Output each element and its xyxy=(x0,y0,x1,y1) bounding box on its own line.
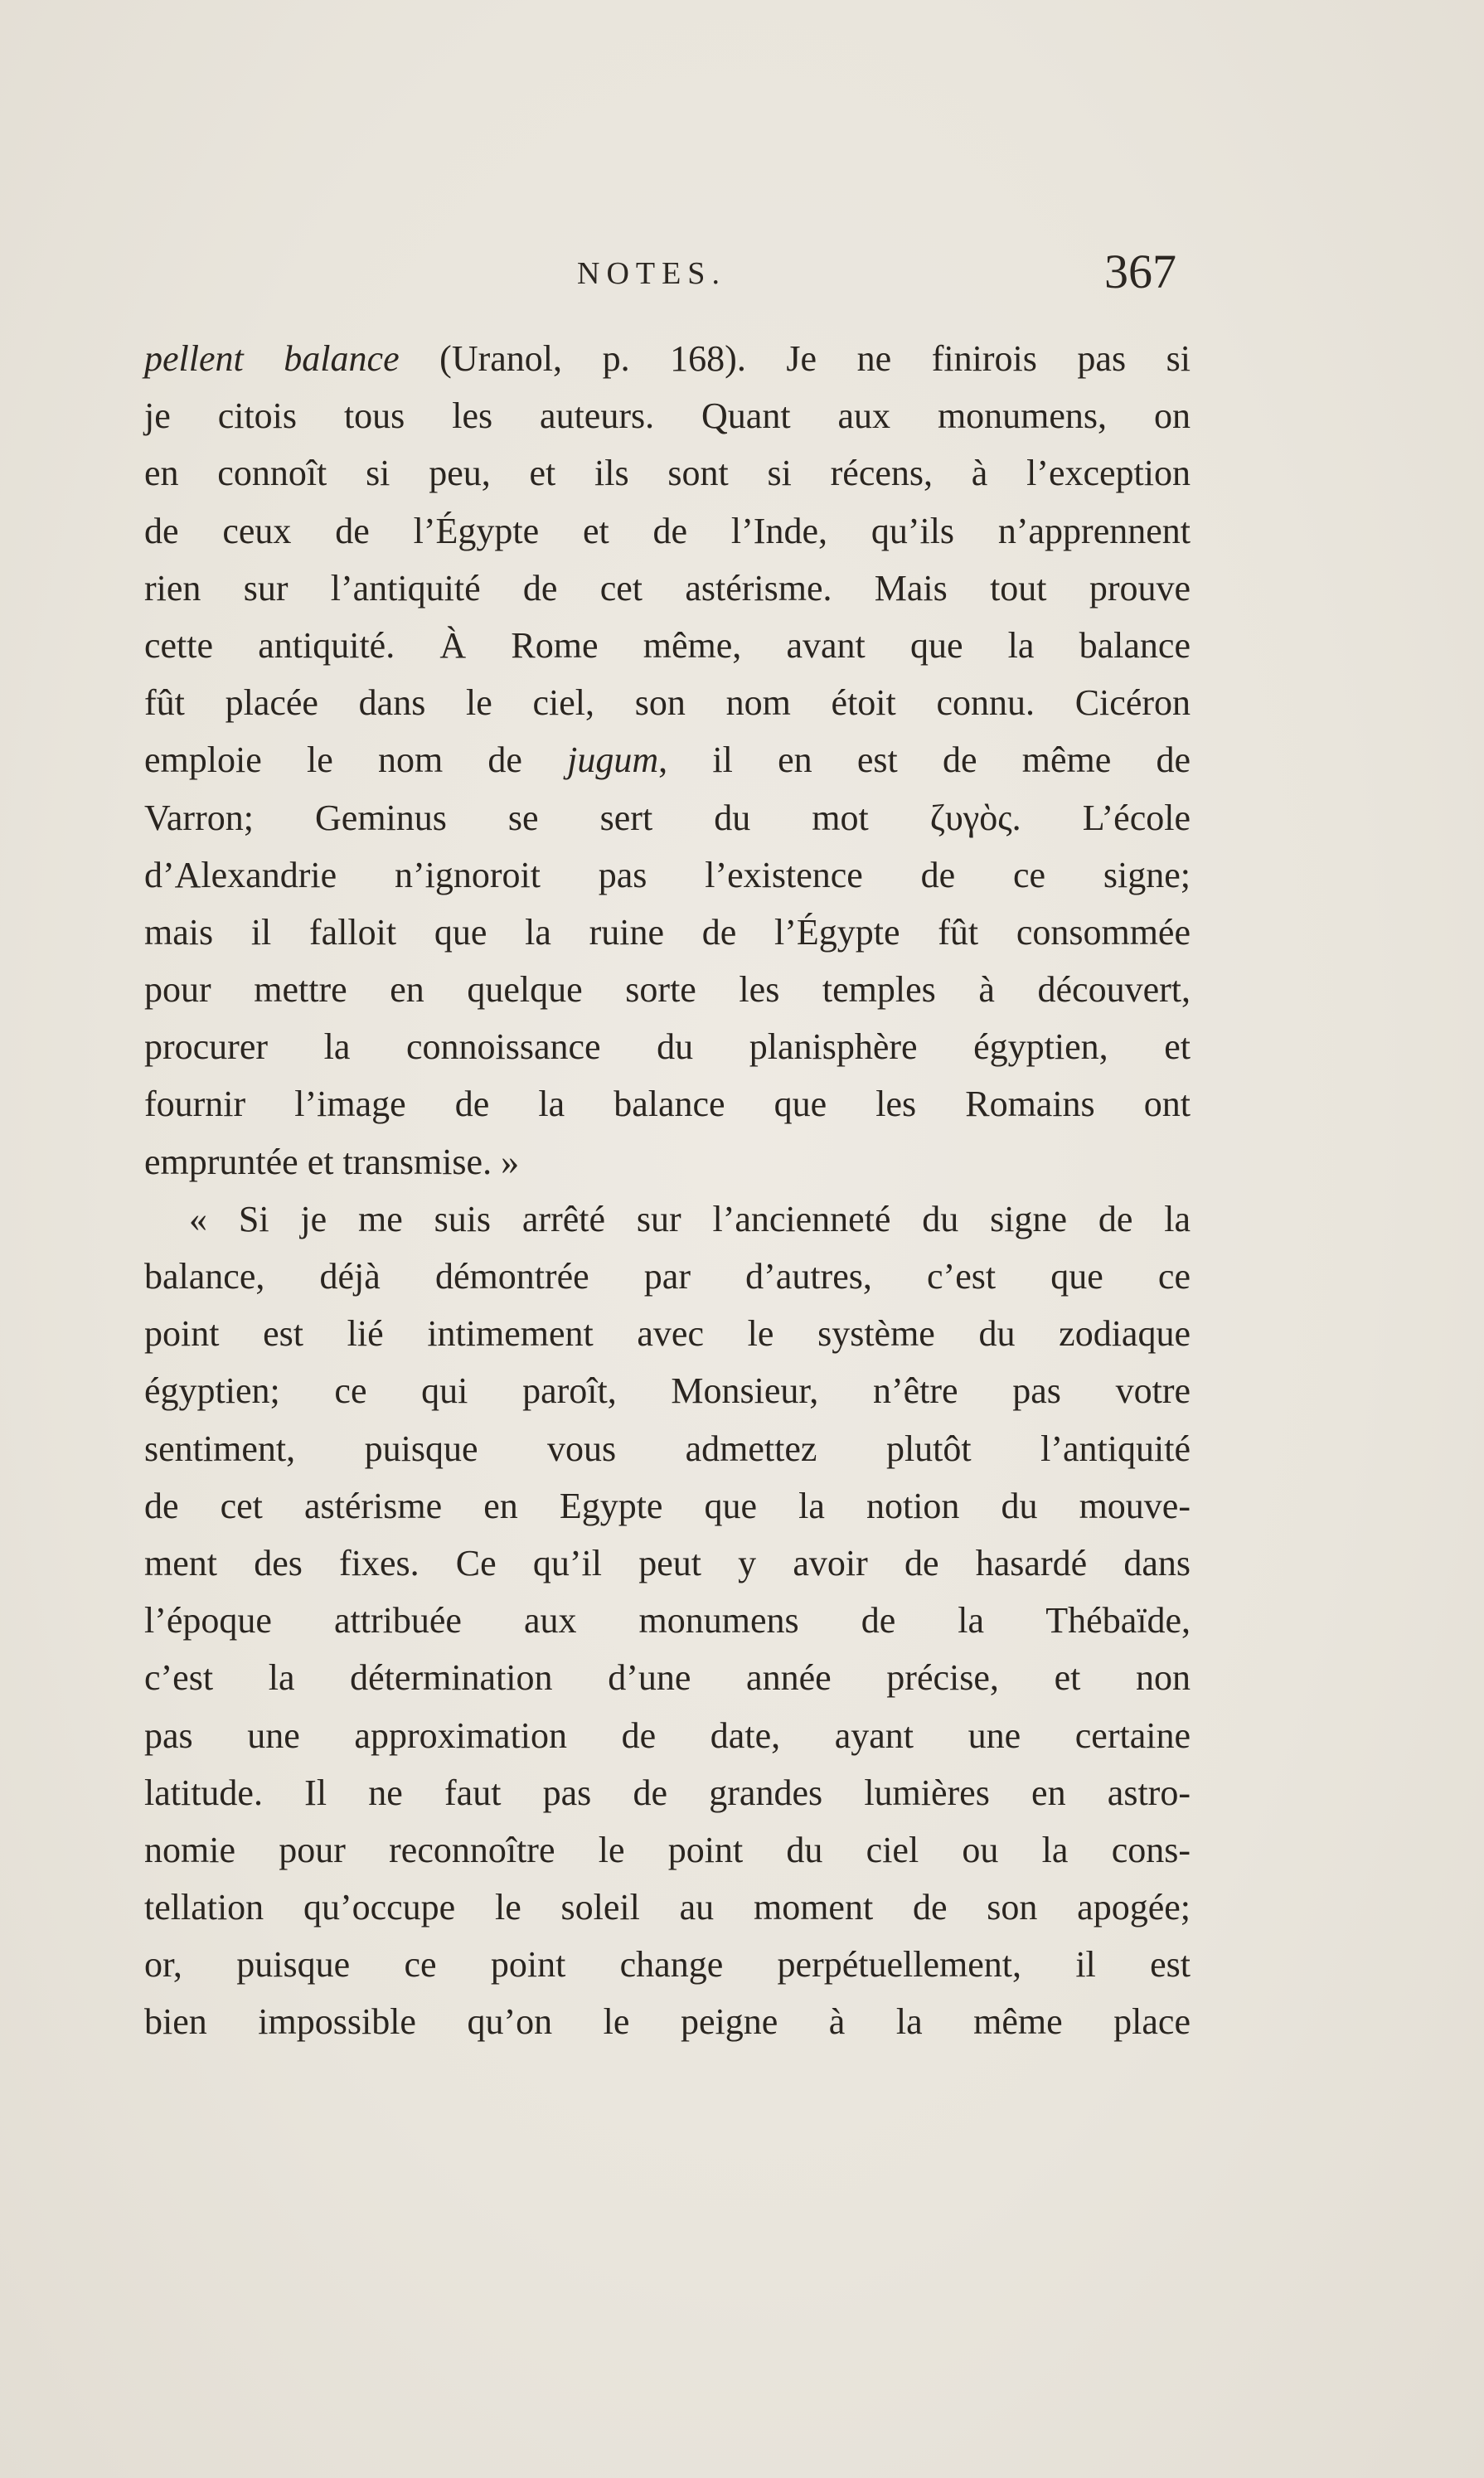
text-line xyxy=(144,1305,1191,1362)
text-segment: égyptien; ce qui paroît, Monsieur, n’être pas votre xyxy=(144,1370,1191,1412)
text-line xyxy=(144,330,1191,387)
text-segment: pas une approximation de date, ayant une certaine xyxy=(144,1714,1191,1756)
text-segment: en connoît si peu, et ils sont si récens, à l’exception xyxy=(144,453,1191,494)
text-segment: tellation qu’occupe le soleil au moment de son apogée; xyxy=(144,1887,1191,1928)
text-line xyxy=(144,1879,1191,1936)
italic-text: jugum xyxy=(567,740,659,781)
text-segment: nomie pour reconnoître le point du ciel ou la cons- xyxy=(144,1829,1191,1870)
text-line xyxy=(144,617,1191,674)
text-segment: pour mettre en quelque sorte les temples à découvert, xyxy=(144,969,1191,1011)
text-line xyxy=(144,674,1191,731)
text-segment: mais il falloit que la ruine de l’Égypte fût consommée xyxy=(144,911,1191,953)
text-segment: « Si je me suis arrêté sur l’ancienneté du signe de la xyxy=(189,1198,1191,1239)
text-line xyxy=(144,1477,1191,1535)
text-segment: emploie le nom de xyxy=(144,740,568,781)
text-line xyxy=(144,1362,1191,1419)
text-line xyxy=(144,1649,1191,1706)
text-line xyxy=(144,1248,1191,1305)
page-number: 367 xyxy=(1104,245,1176,298)
text-segment: empruntée et transmise. » xyxy=(144,1141,520,1182)
text-line xyxy=(144,444,1191,502)
text-segment: point est lié intimement avec le système du zodiaque xyxy=(144,1313,1191,1355)
text-line xyxy=(144,731,1191,788)
text-line xyxy=(144,1993,1191,2050)
text-line xyxy=(144,1133,1191,1191)
text-segment: or, puisque ce point change perpétuellement, il est xyxy=(144,1944,1191,1986)
text-line xyxy=(144,1018,1191,1075)
text-line xyxy=(144,846,1191,904)
text-segment: fût placée dans le ciel, son nom étoit connu. Cicéron xyxy=(144,682,1191,724)
text-line xyxy=(144,1821,1191,1879)
text-line xyxy=(144,502,1191,560)
text-segment: je citois tous les auteurs. Quant aux monumens, on xyxy=(144,395,1191,437)
text-segment: fournir l’image de la balance que les Romains ont xyxy=(144,1084,1191,1125)
text-segment: sentiment, puisque vous admettez plutôt l’antiquité xyxy=(144,1428,1191,1469)
text-line xyxy=(144,961,1191,1018)
text-line xyxy=(144,1420,1191,1477)
text-line xyxy=(144,789,1191,846)
text-line xyxy=(144,1535,1191,1592)
text-line xyxy=(144,1707,1191,1764)
text-line xyxy=(144,1191,1191,1248)
text-segment: rien sur l’antiquité de cet astérisme. Mais tout prouve xyxy=(144,567,1191,609)
text-line xyxy=(144,387,1191,444)
text-segment: (Uranol, p. 168). Je ne finirois pas si xyxy=(399,338,1191,379)
text-segment: cette antiquité. À Rome même, avant que la balance xyxy=(144,624,1191,666)
running-head: NOTES. xyxy=(577,256,726,291)
text-segment: de ceux de l’Égypte et de l’Inde, qu’ils n’apprennent xyxy=(144,510,1191,551)
text-line xyxy=(144,1764,1191,1821)
text-segment: bien impossible qu’on le peigne à la même place xyxy=(144,2001,1191,2043)
italic-text: pellent balance xyxy=(144,338,400,379)
text-segment: c’est la détermination d’une année précise, et non xyxy=(144,1657,1191,1699)
text-segment: latitude. Il ne faut pas de grandes lumières en astro- xyxy=(144,1772,1191,1813)
text-segment: , il en est de même de xyxy=(658,740,1191,781)
text-segment: procurer la connoissance du planisphère égyptien, et xyxy=(144,1026,1191,1068)
text-segment: balance, déjà démontrée par d’autres, c’est que ce xyxy=(144,1256,1191,1297)
body-text xyxy=(144,330,1191,2051)
text-segment: de cet astérisme en Egypte que la notion du mouve- xyxy=(144,1485,1191,1526)
text-segment: Varron; Geminus se sert du mot ζυγὸς. L’école xyxy=(144,797,1191,838)
text-segment: d’Alexandrie n’ignoroit pas l’existence de ce signe; xyxy=(144,854,1191,895)
text-line xyxy=(144,1075,1191,1132)
text-line xyxy=(144,1936,1191,1993)
text-line xyxy=(144,904,1191,961)
text-segment: ment des fixes. Ce qu’il peut y avoir de hasardé dans xyxy=(144,1542,1191,1583)
text-segment: l’époque attribuée aux monumens de la Thébaïde, xyxy=(144,1600,1191,1641)
text-line xyxy=(144,1592,1191,1649)
text-line xyxy=(144,560,1191,617)
page-header xyxy=(0,245,1484,315)
